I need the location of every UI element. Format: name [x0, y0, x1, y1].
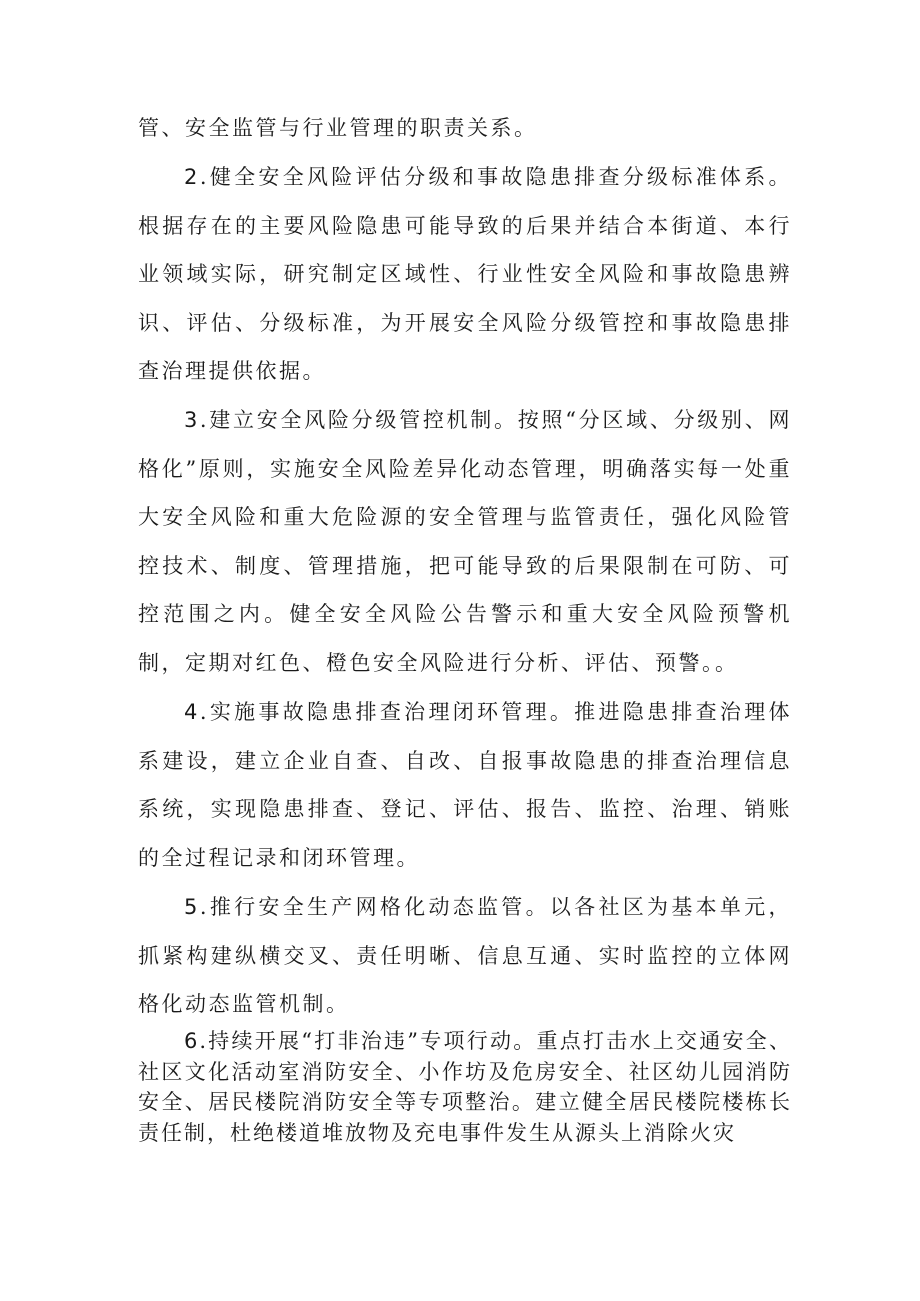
item-number: 4 — [184, 700, 200, 724]
paragraph-text: .健全安全风险评估分级和事故隐患排查分级标准体系。根据存在的主要风险隐患可能导致的后果并结合本街道、本行业领域实际，研究制定区域性、行业性安全风险和事故隐患辨识、评估、分级标准，为开展安全风险分级管控和事故隐患排查治理提供依据。 — [138, 165, 792, 384]
item-number: 3 — [184, 408, 200, 432]
item-number: 6 — [184, 1029, 200, 1053]
paragraph-text: .建立安全风险分级管控机制。按照“分区域、分级别、网格化”原则，实施安全风险差异化动态管理，明确落实每一处重大安全风险和重大危险源的安全管理与监管责任，强化风险管控技术、制度、管理措施，把可能导致的后果限制在可防、可控范围之内。健全安全风险公告警示和重大安全风险预警机制，定期对红色、橙色安全风险进行分析、评估、预警。。 — [138, 408, 792, 675]
paragraph-text: 管、安全监管与行业管理的职责关系。 — [138, 116, 538, 140]
paragraph-item-5 — [138, 883, 792, 1029]
paragraph-text: .推行安全生产网格化动态监管。以各社区为基本单元，抓紧构建纵横交叉、责任明晰、信息互通、实时监控的立体网格化动态监管机制。 — [138, 895, 792, 1017]
paragraph-continuation — [138, 104, 792, 153]
paragraph-item-2 — [138, 153, 792, 396]
paragraph-item-6 — [138, 1026, 792, 1148]
paragraph-text: .实施事故隐患排查治理闭环管理。推进隐患排查治理体系建设，建立企业自查、自改、自报事故隐患的排查治理信息系统，实现隐患排查、登记、评估、报告、监控、治理、销账的全过程记录和闭环管理。 — [138, 700, 792, 870]
item-number: 5 — [184, 895, 200, 919]
paragraph-item-4 — [138, 688, 792, 882]
item-number: 2 — [184, 165, 200, 189]
paragraph-text: .持续开展“打非治违”专项行动。重点打击水上交通安全、社区文化活动室消防安全、小作坊及危房安全、社区幼儿园消防安全、居民楼院消防安全等专项整治。建立健全居民楼院楼栋长责任制，杜绝楼道堆放物及充电事件发生从源头上消除火灾 — [138, 1029, 792, 1145]
paragraph-item-3 — [138, 396, 792, 688]
